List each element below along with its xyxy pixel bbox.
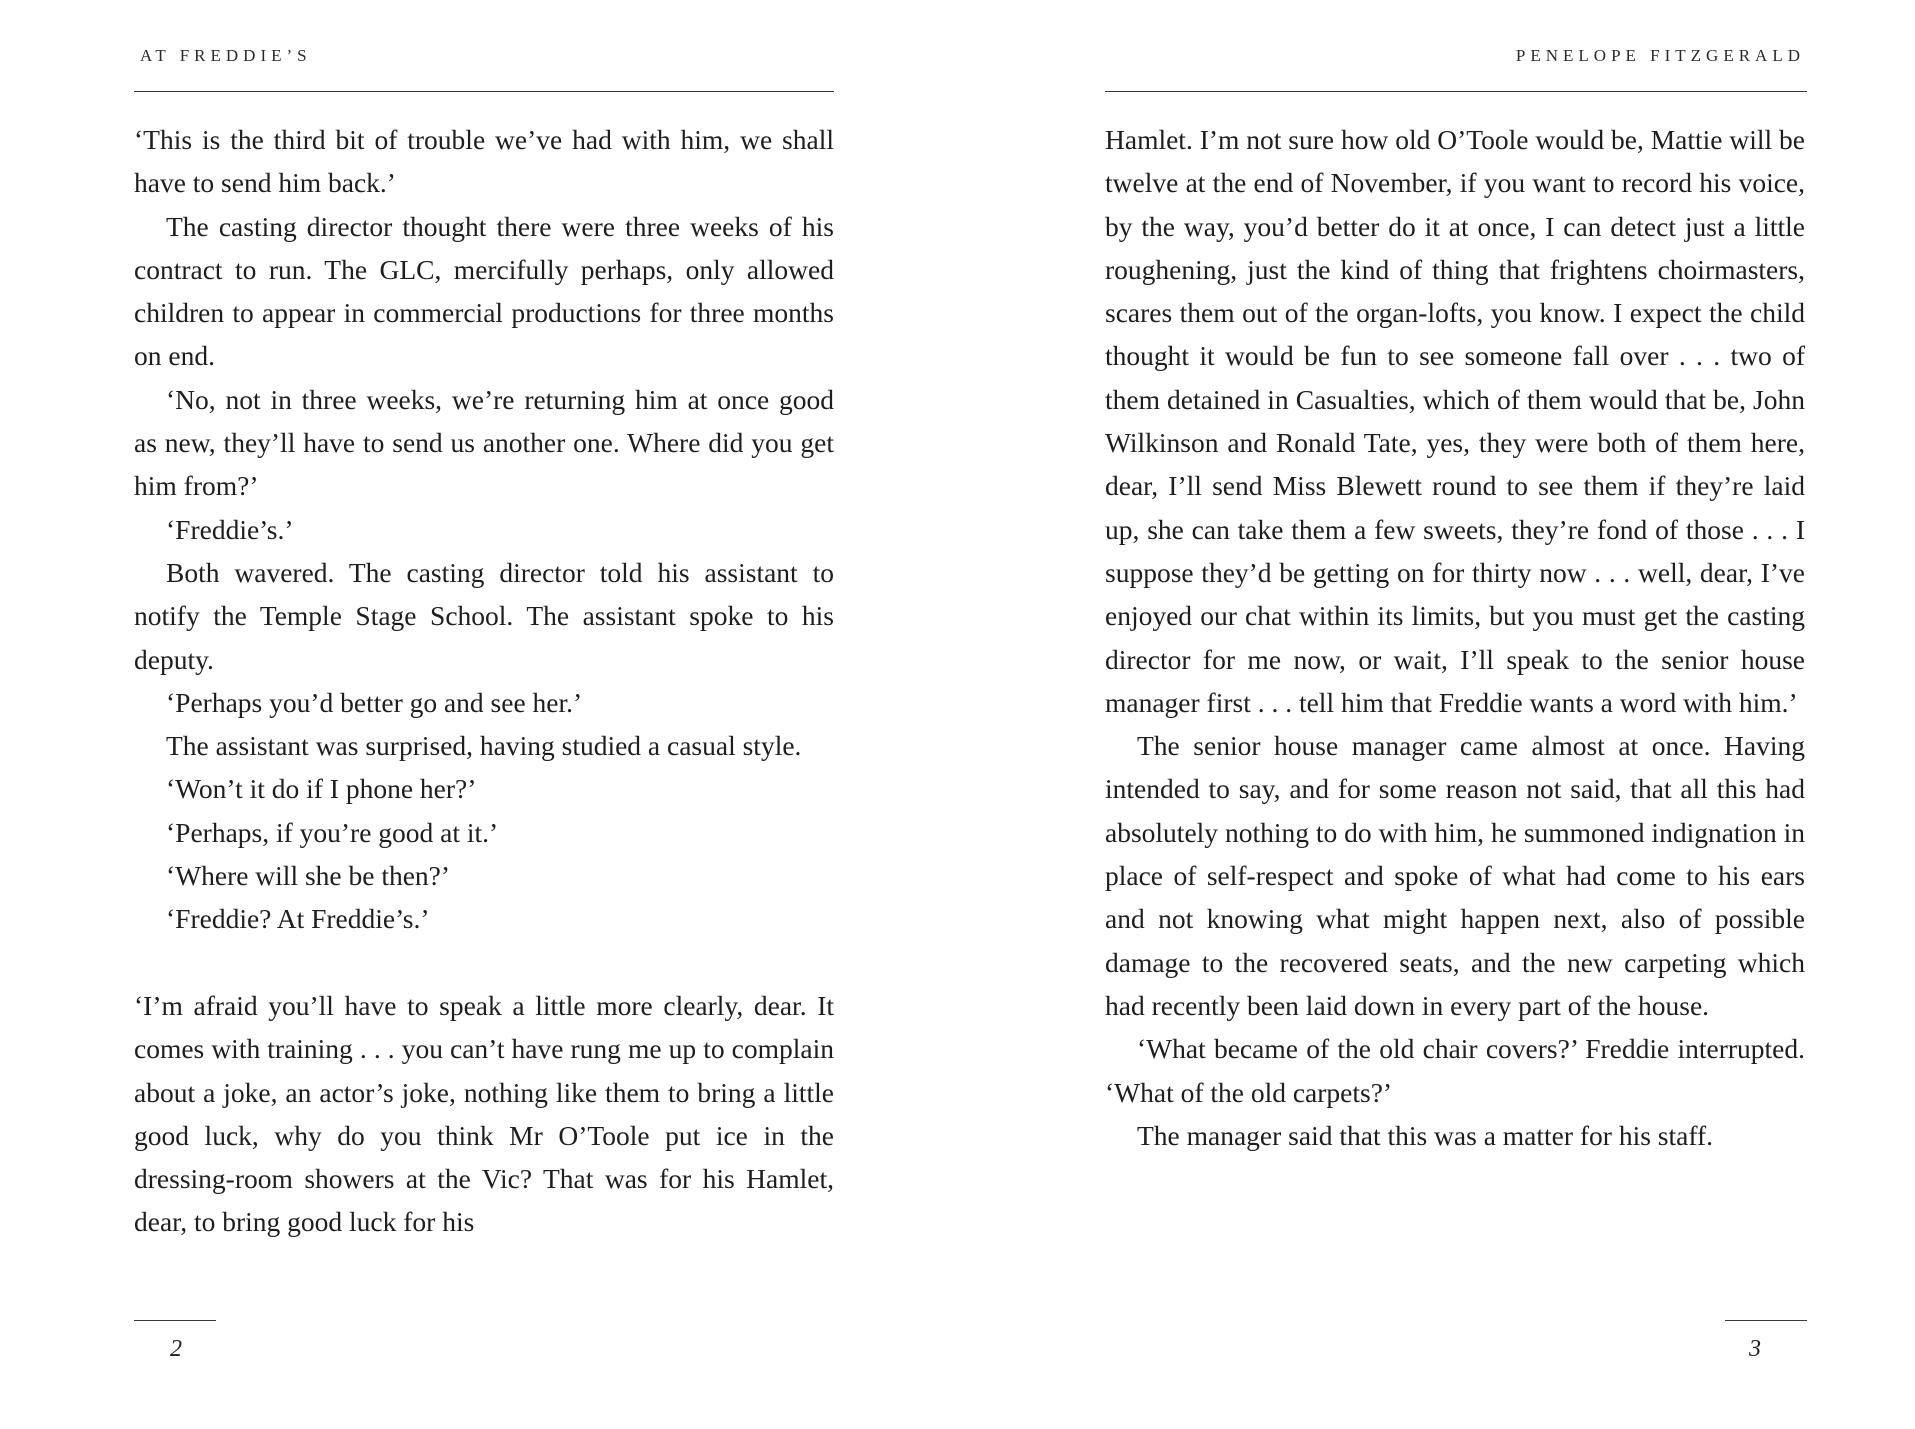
paragraph: ‘Perhaps, if you’re good at it.’ [166,816,499,848]
paragraph: ‘No, not in three weeks, we’re returning him at once good as new, they’ll have to send us another one. Where did you get him from?’ [134,383,834,502]
running-head-book-title: AT FREDDIE’S [140,46,312,65]
running-head-author: PENELOPE FITZGERALD [1515,46,1805,65]
header-rule [134,91,834,92]
paragraph: ‘What became of the old chair covers?’ Freddie interrupted. ‘What of the old carpets?’ [1105,1033,1805,1108]
paragraph: ‘Won’t it do if I phone her?’ [166,773,477,805]
footer-rule [1725,1320,1807,1321]
paragraph: ‘Freddie? At Freddie’s.’ [166,903,430,935]
paragraph: ‘Where will she be then?’ [166,860,451,892]
paragraph: ‘This is the third bit of trouble we’ve had with him, we shall have to send him back.’ [134,124,834,199]
left-page [134,0,834,1429]
paragraph: Both wavered. The casting director told his assistant to notify the Temple Stage School. The assistant spoke to his deputy. [134,556,834,675]
paragraph-section-start: ‘I’m afraid you’ll have to speak a little more clearly, dear. It comes with training . . . you can’t have rung me up to complain about a joke, an actor’s joke, nothing like them to bring a little good luck, why do you think Mr O’Toole put ice in the dressing-room showers at the Vic? That was for his Hamlet, dear, to bring good luck for his [134,989,834,1238]
paragraph: ‘Perhaps you’d better go and see her.’ [166,686,583,718]
paragraph: ‘Freddie’s.’ [166,513,294,545]
paragraph-continued: Hamlet. I’m not sure how old O’Toole would be, Mattie will be twelve at the end of November, if you want to record his voice, by the way, you’d better do it at once, I can detect just a little roughening, just the kind of thing that frightens choirmasters, scares them out of the organ-lofts, you know. I expect the child thought it would be fun to see someone fall over . . . two of them detained in Casualties, which of them would that be, John Wilkinson and Ronald Tate, yes, they were both of them here, dear, I’ll send Miss Blewett round to see them if they’re laid up, she can take them a few sweets, they’re fond of those . . . I suppose they’d be getting on for thirty now . . . well, dear, I’ve enjoyed our chat within its limits, but you must get the casting director for me now, or wait, I’ll speak to the senior house manager first . . . tell him that Freddie wants a word with him.’ [1105,124,1805,718]
paragraph: The manager said that this was a matter for his staff. [1137,1119,1714,1151]
body-text [1105,118,1805,1157]
paragraph: The senior house manager came almost at once. Having intended to say, and for some reason not said, that all this had absolutely nothing to do with him, he summoned indignation in place of self-respect and spoke of what had come to his ears and not knowing what might happen next, also of possible damage to the recovered seats, and the new carpeting which had recently been laid down in every part of the house. [1105,730,1805,1021]
paragraph: The casting director thought there were three weeks of his contract to run. The GLC, mercifully perhaps, only allowed children to appear in commercial productions for three months on end. [134,210,834,372]
page-number: 2 [170,1336,182,1362]
footer-rule [134,1320,216,1321]
header-rule [1105,91,1807,92]
paragraph: The assistant was surprised, having studied a casual style. [166,730,802,762]
body-text [134,118,834,1244]
page-number: 3 [1749,1336,1761,1362]
right-page [1105,0,1805,1429]
